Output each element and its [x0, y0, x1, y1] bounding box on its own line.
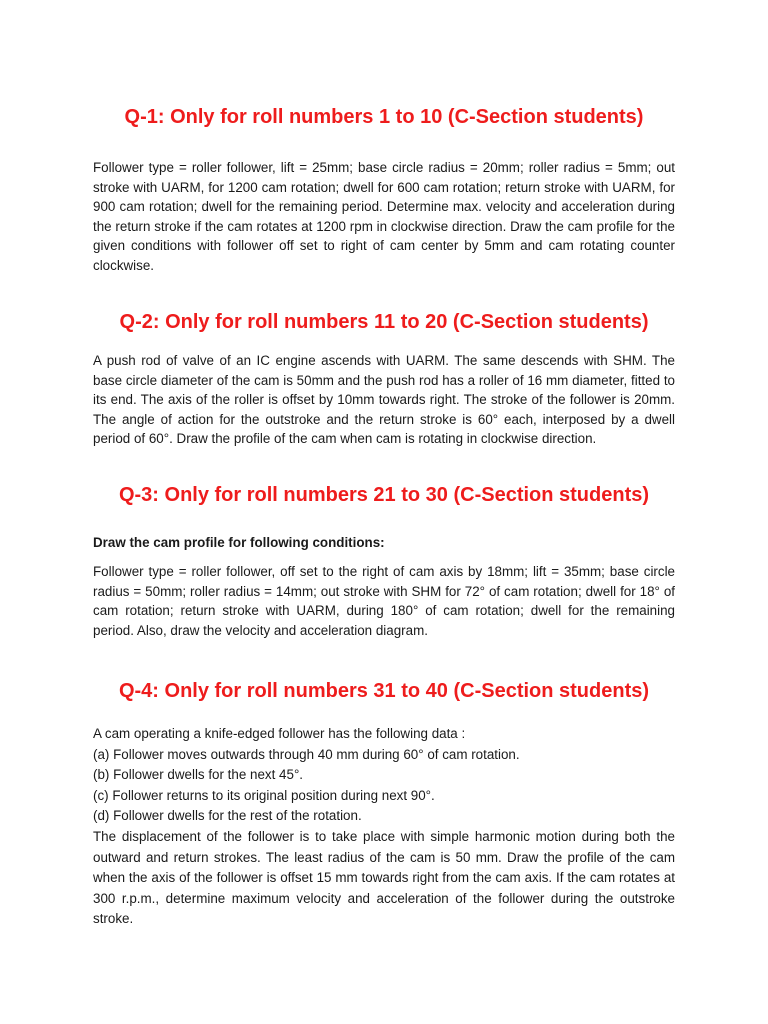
q4-data-list	[93, 724, 675, 827]
q1-body: Follower type = roller follower, lift = 25mm; base circle radius = 20mm; roller radius = 5mm; out stroke with UARM, for 1200 cam rotation; dwell for 600 cam rotation; return stroke with UARM, for 900 cam rotation; dwell for the remaining period. Determine max. velocity and acceleration during the return stroke if the cam rotates at 1200 rpm in clockwise direction. Draw the cam profile for the given conditions with follower off set to right of cam center by 5mm and cam rotating counter clockwise.	[93, 160, 675, 273]
list-item: (c) Follower returns to its original position during next 90°.	[93, 787, 435, 803]
q2-title: Q-2: Only for roll numbers 11 to 20 (C-Section students)	[119, 311, 649, 333]
q1-title: Q-1: Only for roll numbers 1 to 10 (C-Section students)	[124, 106, 644, 128]
q4-intro: A cam operating a knife-edged follower has the following data :	[93, 726, 466, 741]
q3-title: Q-3: Only for roll numbers 21 to 30 (C-Section students)	[118, 484, 650, 506]
q4-title: Q-4: Only for roll numbers 31 to 40 (C-Section students)	[118, 680, 650, 702]
list-item: (a) Follower moves outwards through 40 mm during 60° of cam rotation.	[93, 746, 520, 762]
q2-body: A push rod of valve of an IC engine ascends with UARM. The same descends with SHM. The base circle diameter of the cam is 50mm and the push rod has a roller of 16 mm diameter, fitted to its end. The axis of the roller is offset by 10mm towards right. The stroke of the follower is 20mm. The angle of action for the outstroke and the return stroke is 60° each, interposed by a dwell period of 60°. Draw the profile of the cam when cam is rotating in clockwise direction.	[93, 353, 675, 447]
q3-body: Follower type = roller follower, off set to the right of cam axis by 18mm; lift = 35mm; base circle radius = 50mm; roller radius = 14mm; out stroke with SHM for 72° of cam rotation; dwell for 18° of cam rotation; return stroke with UARM, during 180° of cam rotation; dwell for the remaining period. Also, draw the velocity and acceleration diagram.	[93, 564, 675, 638]
list-item: (b) Follower dwells for the next 45°.	[93, 767, 304, 782]
q3-subheading: Draw the cam profile for following conditions:	[93, 535, 385, 550]
q4-body: The displacement of the follower is to take place with simple harmonic motion during both the outward and return strokes. The least radius of the cam is 50 mm. Draw the profile of the cam when the axis of the follower is offset 15 mm towards right from the cam axis. If the cam rotates at 300 r.p.m., determine maximum velocity and acceleration of the follower during the outstroke stroke.	[93, 829, 675, 926]
list-item: (d) Follower dwells for the rest of the rotation.	[93, 808, 362, 823]
